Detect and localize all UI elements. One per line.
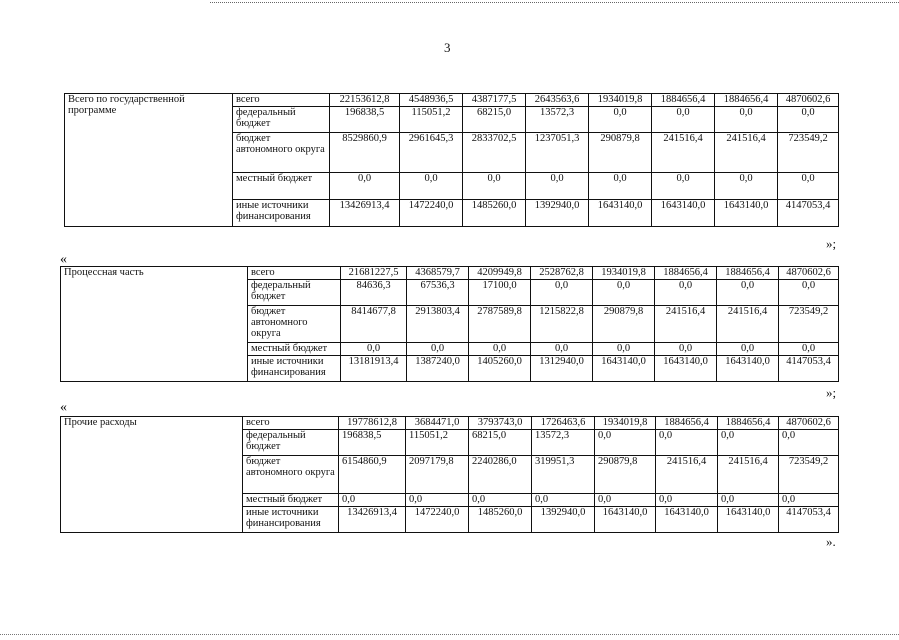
cell: 3793743,0 (469, 417, 532, 430)
cell: 1643140,0 (652, 200, 715, 227)
cell: 8414677,8 (341, 306, 407, 343)
cell: 2528762,8 (531, 267, 593, 280)
cell: 4387177,5 (463, 94, 526, 107)
row-label: всего (248, 267, 341, 280)
cell: 0,0 (531, 343, 593, 356)
cell: 13426913,4 (330, 200, 400, 227)
row-label: федеральный бюджет (233, 107, 330, 133)
cell: 1934019,8 (589, 94, 652, 107)
cell: 1884656,4 (718, 417, 779, 430)
cell: 22153612,8 (330, 94, 400, 107)
cell: 4147053,4 (779, 507, 839, 533)
cell: 4870602,6 (779, 267, 839, 280)
cell: 0,0 (593, 280, 655, 306)
cell: 241516,4 (656, 456, 718, 494)
cell: 0,0 (779, 280, 839, 306)
cell: 290879,8 (593, 306, 655, 343)
cell: 17100,0 (469, 280, 531, 306)
cell: 4548936,5 (400, 94, 463, 107)
cell: 196838,5 (339, 430, 406, 456)
cell: 0,0 (469, 343, 531, 356)
cell: 1643140,0 (655, 356, 717, 382)
cell: 0,0 (718, 430, 779, 456)
cell: 0,0 (526, 173, 589, 200)
cell: 1884656,4 (717, 267, 779, 280)
cell: 1934019,8 (595, 417, 656, 430)
row-label: федеральный бюджет (243, 430, 339, 456)
cell: 13572,3 (526, 107, 589, 133)
cell: 241516,4 (717, 306, 779, 343)
cell: 319951,3 (532, 456, 595, 494)
cell: 0,0 (652, 173, 715, 200)
cell: 0,0 (589, 107, 652, 133)
cell: 0,0 (715, 107, 778, 133)
row-label: федеральный бюджет (248, 280, 341, 306)
cell: 13572,3 (532, 430, 595, 456)
cell: 0,0 (469, 494, 532, 507)
cell: 0,0 (589, 173, 652, 200)
cell: 2961645,3 (400, 133, 463, 173)
cell: 2913803,4 (407, 306, 469, 343)
cell: 3684471,0 (406, 417, 469, 430)
cell: 13426913,4 (339, 507, 406, 533)
budget-table-process (60, 266, 839, 382)
row-label: бюджет автономного округа (248, 306, 341, 343)
cell: 0,0 (595, 494, 656, 507)
cell: 1884656,4 (656, 417, 718, 430)
budget-table-other (60, 416, 839, 533)
cell: 1643140,0 (656, 507, 718, 533)
cell: 0,0 (779, 430, 839, 456)
cell: 0,0 (463, 173, 526, 200)
cell: 0,0 (715, 173, 778, 200)
cell: 0,0 (407, 343, 469, 356)
row-label: местный бюджет (243, 494, 339, 507)
row-label: всего (233, 94, 330, 107)
cell: 0,0 (779, 343, 839, 356)
cell: 0,0 (778, 107, 839, 133)
cell: 68215,0 (463, 107, 526, 133)
cell: 0,0 (330, 173, 400, 200)
row-label: бюджет автономного округа (233, 133, 330, 173)
cell: 290879,8 (595, 456, 656, 494)
cell: 2240286,0 (469, 456, 532, 494)
row-label: всего (243, 417, 339, 430)
closing-quote: »; (826, 236, 837, 251)
cell: 1215822,8 (531, 306, 593, 343)
page-number: 3 (444, 40, 451, 55)
cell: 13181913,4 (341, 356, 407, 382)
closing-quote: »; (826, 385, 837, 400)
cell: 1312940,0 (531, 356, 593, 382)
cell: 1485260,0 (463, 200, 526, 227)
cell: 1643140,0 (595, 507, 656, 533)
cell: 0,0 (655, 280, 717, 306)
cell: 1884656,4 (715, 94, 778, 107)
cell: 4209949,8 (469, 267, 531, 280)
cell: 0,0 (778, 173, 839, 200)
cell: 21681227,5 (341, 267, 407, 280)
cell: 1237051,3 (526, 133, 589, 173)
opening-quote: « (60, 400, 67, 415)
cell: 1643140,0 (717, 356, 779, 382)
cell: 2787589,8 (469, 306, 531, 343)
cell: 4147053,4 (778, 200, 839, 227)
cell: 1643140,0 (715, 200, 778, 227)
cell: 1392940,0 (526, 200, 589, 227)
row-label: местный бюджет (233, 173, 330, 200)
cell: 67536,3 (407, 280, 469, 306)
cell: 241516,4 (715, 133, 778, 173)
cell: 1934019,8 (593, 267, 655, 280)
cell: 4870602,6 (779, 417, 839, 430)
cell: 0,0 (593, 343, 655, 356)
cell: 1643140,0 (718, 507, 779, 533)
cell: 115051,2 (400, 107, 463, 133)
cell: 1387240,0 (407, 356, 469, 382)
cell: 0,0 (717, 343, 779, 356)
cell: 2097179,8 (406, 456, 469, 494)
cell: 4870602,6 (778, 94, 839, 107)
cell: 0,0 (779, 494, 839, 507)
cell: 0,0 (531, 280, 593, 306)
cell: 723549,2 (779, 456, 839, 494)
cell: 1643140,0 (593, 356, 655, 382)
row-label: бюджет автономного округа (243, 456, 339, 494)
row-label: местный бюджет (248, 343, 341, 356)
cell: 1472240,0 (400, 200, 463, 227)
cell: 8529860,9 (330, 133, 400, 173)
table-title: Всего по государственной программе (65, 94, 233, 227)
cell: 84636,3 (341, 280, 407, 306)
budget-table-total (64, 93, 839, 227)
cell: 0,0 (718, 494, 779, 507)
cell: 6154860,9 (339, 456, 406, 494)
row-label: иные источники финансирования (248, 356, 341, 382)
row-label: иные источники финансирования (233, 200, 330, 227)
cell: 2643563,6 (526, 94, 589, 107)
cell: 1472240,0 (406, 507, 469, 533)
cell: 0,0 (406, 494, 469, 507)
cell: 115051,2 (406, 430, 469, 456)
cell: 241516,4 (718, 456, 779, 494)
cell: 1643140,0 (589, 200, 652, 227)
cell: 723549,2 (779, 306, 839, 343)
cell: 0,0 (717, 280, 779, 306)
cell: 1405260,0 (469, 356, 531, 382)
closing-quote: ». (826, 534, 836, 549)
cell: 0,0 (655, 343, 717, 356)
cell: 0,0 (656, 494, 718, 507)
cell: 1884656,4 (652, 94, 715, 107)
cell: 4368579,7 (407, 267, 469, 280)
cell: 0,0 (532, 494, 595, 507)
cell: 241516,4 (655, 306, 717, 343)
cell: 1884656,4 (655, 267, 717, 280)
cell: 0,0 (339, 494, 406, 507)
cell: 2833702,5 (463, 133, 526, 173)
cell: 0,0 (652, 107, 715, 133)
cell: 68215,0 (469, 430, 532, 456)
cell: 196838,5 (330, 107, 400, 133)
cell: 290879,8 (589, 133, 652, 173)
table-title: Процессная часть (61, 267, 248, 382)
table-title: Прочие расходы (61, 417, 243, 533)
top-scan-edge (210, 2, 899, 3)
cell: 1485260,0 (469, 507, 532, 533)
cell: 0,0 (400, 173, 463, 200)
row-label: иные источники финансирования (243, 507, 339, 533)
cell: 241516,4 (652, 133, 715, 173)
cell: 0,0 (341, 343, 407, 356)
cell: 19778612,8 (339, 417, 406, 430)
bottom-scan-edge (0, 634, 899, 635)
cell: 0,0 (595, 430, 656, 456)
cell: 1392940,0 (532, 507, 595, 533)
cell: 0,0 (656, 430, 718, 456)
cell: 4147053,4 (779, 356, 839, 382)
opening-quote: « (60, 252, 67, 267)
cell: 1726463,6 (532, 417, 595, 430)
cell: 723549,2 (778, 133, 839, 173)
